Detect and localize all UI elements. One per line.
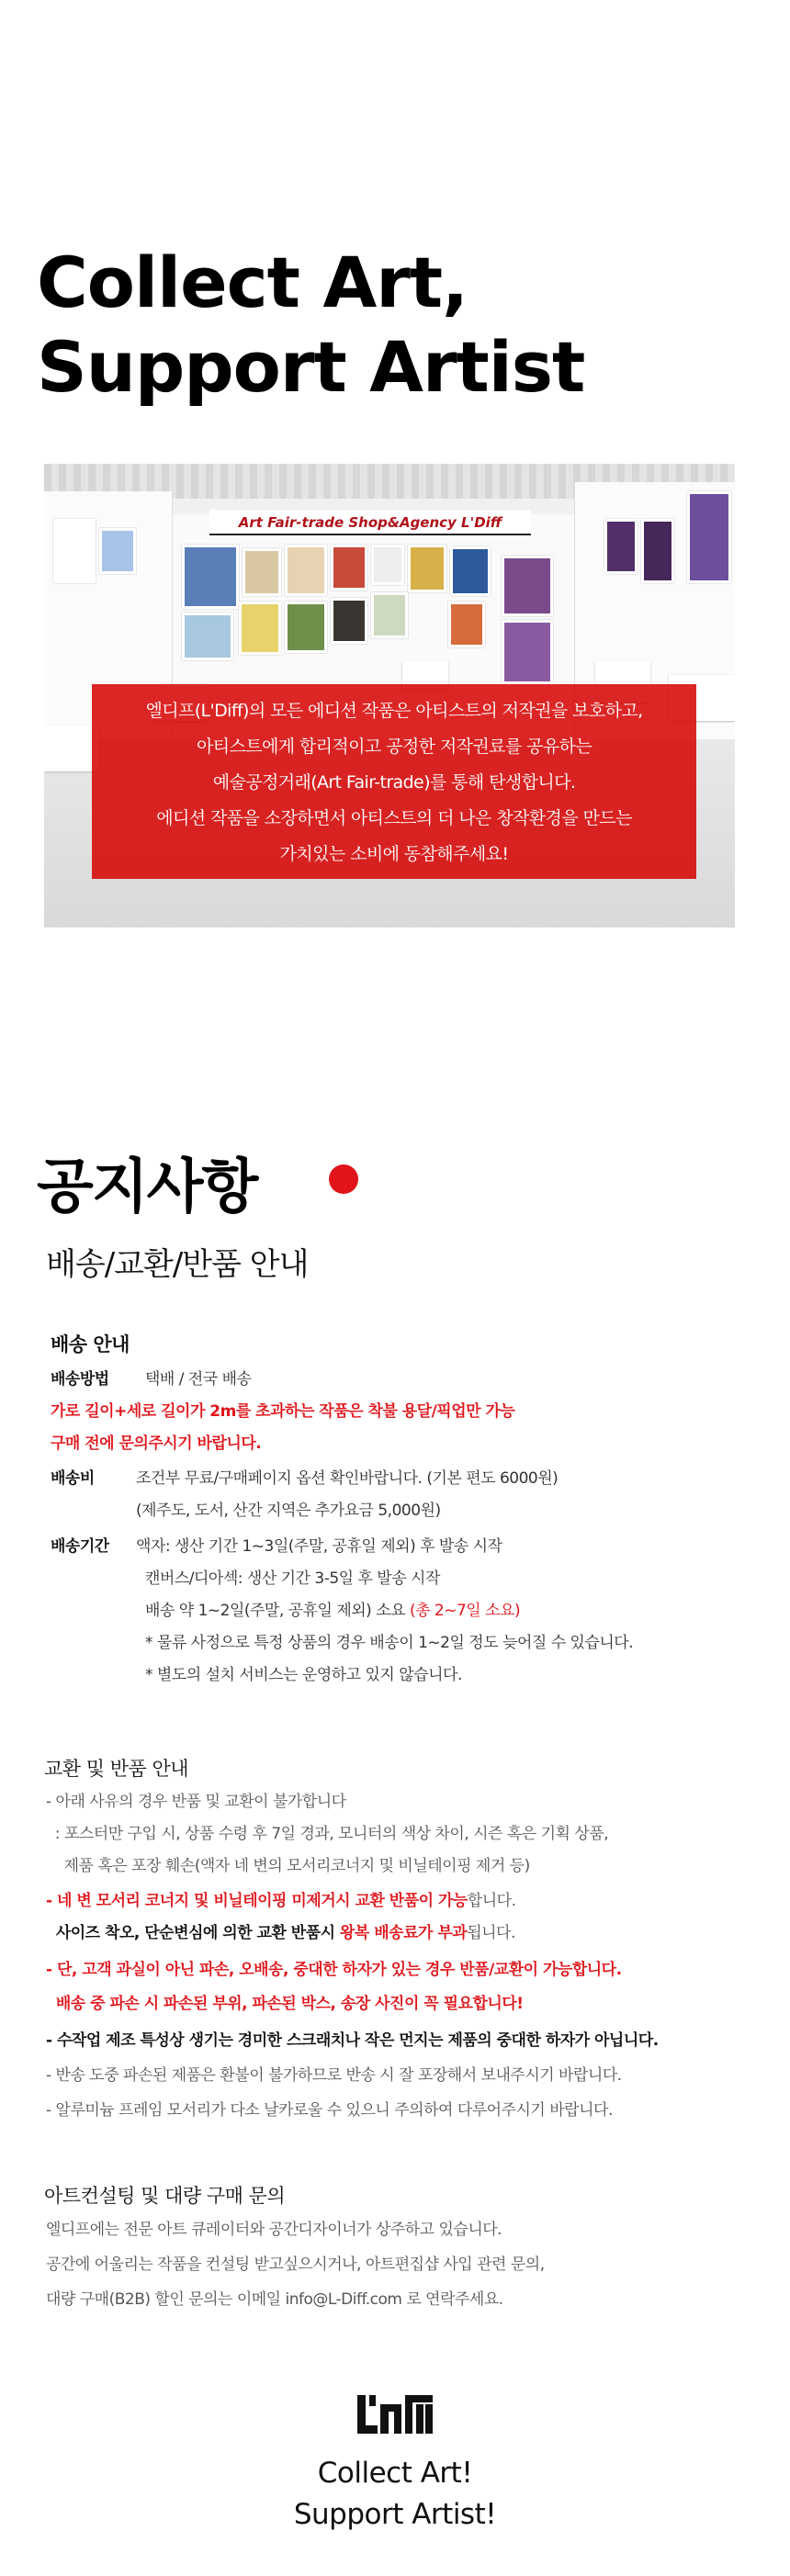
shipping-method-label: 배송방법 [51, 1370, 109, 1389]
hero-title-line2: Support Artist [37, 326, 585, 408]
pedestal [44, 726, 99, 771]
consulting-line-1: 엘디프에는 전문 아트 큐레이터와 공간디자이너가 상주하고 있습니다. [46, 2221, 502, 2239]
shipping-fee-value-1: 조건부 무료/구매페이지 옵션 확인바랍니다. (기본 편도 6000원) [136, 1469, 559, 1488]
notice-subtitle: 배송/교환/반품 안내 [46, 1246, 309, 1283]
shipping-fee-label: 배송비 [51, 1469, 95, 1488]
artwork [502, 620, 553, 684]
exchange-line-4-rest: 합니다. [467, 1892, 516, 1910]
exchange-line-9: - 반송 도중 파손된 제품은 환불이 불가하므로 반송 시 잘 포장해서 보내주시기 바랍니다. [46, 2066, 622, 2085]
exchange-line-7: 배송 중 파손 시 파손된 부위, 파손된 박스, 송장 사진이 꼭 필요합니다! [46, 1995, 524, 2013]
notice-line: 아티스트에게 합리적이고 공정한 저작권료를 공유하는 [196, 737, 592, 757]
notice-line: 예술공정거래(Art Fair-trade)를 통해 탄생합니다. [212, 772, 576, 793]
exchange-line-4-red: - 네 변 모서리 코너지 및 비닐테이핑 미제거시 교환 반품이 가능 [46, 1892, 468, 1910]
exchange-line-10: - 알루미늄 프레임 모서리가 다소 날카로울 수 있으니 주의하여 다루어주시기 바랍니다. [46, 2101, 613, 2120]
red-dot-icon [329, 1164, 358, 1194]
exchange-line-3: 제품 혹은 포장 훼손(액자 네 변의 모서리코너지 및 비닐테이핑 제거 등) [46, 1857, 530, 1875]
consulting-heading: 아트컨설팅 및 대량 구매 문의 [44, 2185, 286, 2207]
artwork [371, 592, 408, 638]
artwork [285, 545, 327, 596]
notice-line: 엘디프(L'Diff)의 모든 에디션 작품은 아티스트의 저작권을 보호하고, [145, 701, 643, 721]
artwork [285, 602, 327, 653]
artwork [450, 546, 491, 596]
footer-line-1: Collect Art! [317, 2457, 473, 2490]
notice-line: 가치있는 소비에 동참해주세요! [279, 844, 509, 864]
artwork [687, 491, 731, 583]
artwork [99, 528, 136, 574]
fair-trade-notice [92, 684, 696, 879]
shipping-fee-value-2: (제주도, 도서, 산간 지역은 추가요금 5,000원) [136, 1502, 441, 1520]
exchange-line-8: - 수작업 제조 특성상 생기는 경미한 스크래치나 작은 먼지는 제품의 중대한 하자가 아닙니다. [46, 2031, 659, 2050]
artwork [239, 602, 281, 655]
artwork [604, 519, 638, 574]
artwork [182, 545, 239, 609]
artwork [53, 519, 96, 583]
shipping-period-value-3 [145, 1600, 520, 1622]
ldiff-logo [357, 2395, 433, 2434]
shipping-period-value-1: 액자: 생산 기간 1~3일(주말, 공휴일 제외) 후 발송 시작 [136, 1537, 502, 1556]
exchange-line-5-text: 사이즈 착오, 단순변심에 의한 교환 반품시 [46, 1924, 340, 1942]
exchange-line-2: : 포스터만 구입 시, 상품 수령 후 7일 경과, 모니터의 색상 차이, 시즌 혹은 기획 상품, [46, 1825, 609, 1843]
exchange-line-5-rest: 됩니다. [467, 1924, 515, 1942]
artwork [448, 602, 485, 647]
hero-title [37, 241, 584, 410]
shipping-period-text: 배송 약 1~2일(주말, 공휴일 제외) 소요 [145, 1602, 410, 1620]
exchange-line-5-red: 왕복 배송료가 부과 [339, 1924, 468, 1942]
artwork [331, 598, 367, 644]
shipping-method-value: 택배 / 전국 배송 [145, 1370, 252, 1389]
exchange-line-4 [46, 1890, 515, 1912]
consulting-line-3: 대량 구매(B2B) 할인 문의는 이메일 info@L-Diff.com 로 연락주세요. [46, 2290, 503, 2309]
shipping-heading: 배송 안내 [51, 1333, 130, 1355]
artwork [408, 545, 446, 592]
artwork [371, 545, 404, 585]
shipping-note-1: * 물류 사정으로 특정 상품의 경우 배송이 1~2일 정도 늦어질 수 있습니다. [145, 1634, 634, 1652]
shipping-note-2: * 별도의 설치 서비스는 운영하고 있지 않습니다. [145, 1666, 462, 1684]
artwork [641, 519, 674, 583]
artwork [331, 545, 367, 591]
hero-title-line1: Collect Art, [37, 242, 468, 323]
shipping-period-total: (총 2~7일 소요) [409, 1602, 521, 1620]
exchange-heading: 교환 및 반품 안내 [44, 1758, 189, 1780]
shipping-period-value-2: 캔버스/디아섹: 생산 기간 3-5일 후 발송 시작 [145, 1569, 440, 1588]
artwork [243, 548, 281, 596]
footer-line-2: Support Artist! [293, 2498, 497, 2531]
exchange-line-6: - 단, 고객 과실이 아닌 파손, 오배송, 중대한 하자가 있는 경우 반품/교환이 가능합니다. [46, 1961, 622, 1979]
notice-line: 에디션 작품을 소장하면서 아티스트의 더 나은 창작환경을 만드는 [156, 808, 632, 828]
consulting-line-2: 공간에 어울리는 작품을 컨설팅 받고싶으시거나, 아트편집샵 사입 관련 문의, [46, 2255, 545, 2274]
artwork [502, 556, 553, 616]
shipping-warning-1: 가로 길이+세로 길이가 2m를 초과하는 작품은 착불 용달/픽업만 가능 [51, 1402, 515, 1421]
artwork [182, 613, 233, 660]
booth-banner: Art Fair-trade Shop&Agency L'Diff [209, 510, 531, 535]
exchange-line-5 [46, 1922, 515, 1944]
exchange-line-1: - 아래 사유의 경우 반품 및 교환이 불가합니다 [46, 1793, 346, 1811]
notice-title: 공지사항 [37, 1153, 257, 1221]
shipping-period-label: 배송기간 [51, 1537, 109, 1556]
shipping-warning-2: 구매 전에 문의주시기 바랍니다. [51, 1434, 262, 1453]
